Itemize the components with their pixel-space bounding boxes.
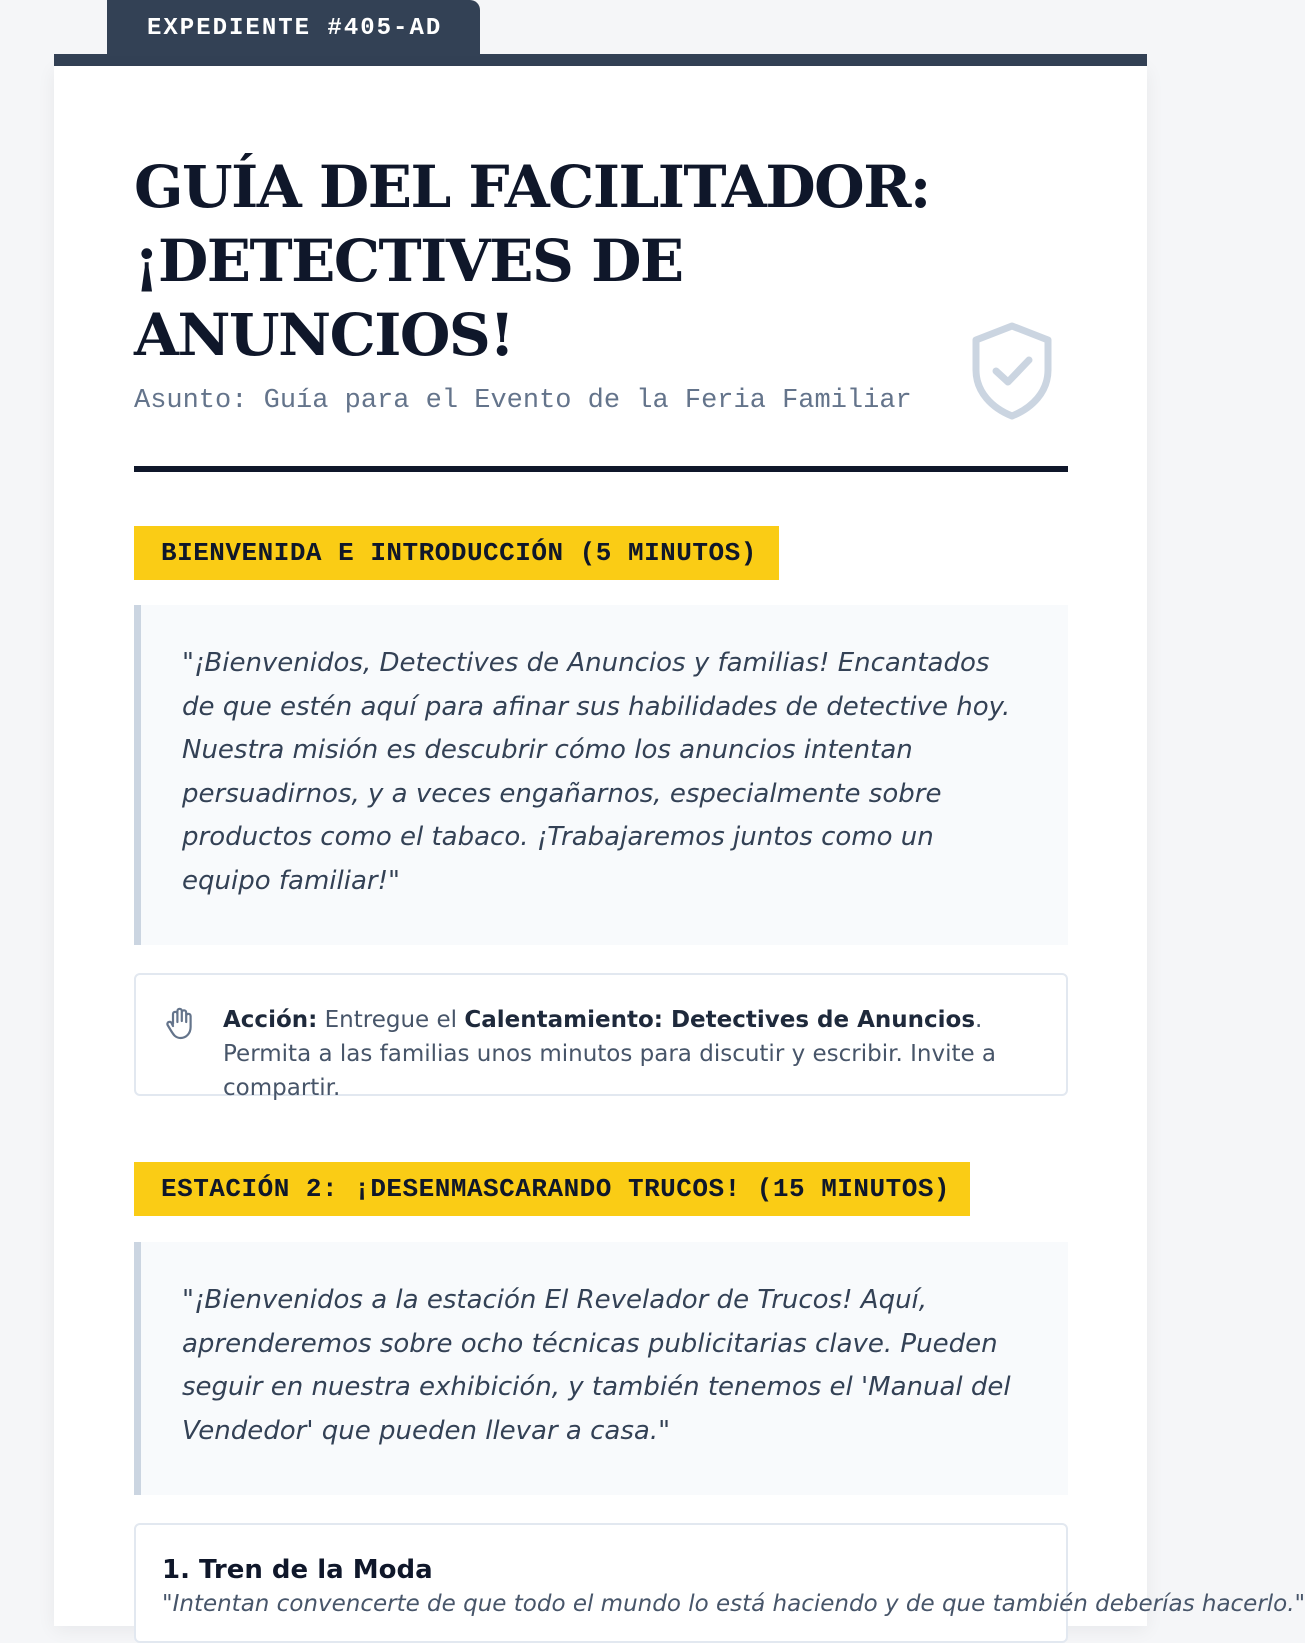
file-tab: EXPEDIENTE #405-AD (107, 0, 480, 56)
section-heading-welcome: BIENVENIDA E INTRODUCCIÓN (5 MINUTOS) (134, 526, 779, 580)
action-instruction (223, 1003, 1033, 1105)
header-divider (134, 466, 1068, 472)
action-text-before: Entregue el (317, 1007, 465, 1033)
hand-icon (162, 1005, 198, 1041)
shield-check-icon (968, 320, 1056, 420)
technique-description: "Intentan convencerte de que todo el mundo lo está haciendo y de que también deberías hacerlo." (162, 1591, 1305, 1617)
station-2-quote: "¡Bienvenidos a la estación El Revelador de Trucos! Aquí, aprenderemos sobre ocho técnicas publicitarias clave. Pueden seguir en nuestra exhibición, y también tenemos el 'Manual del Vendedor' que pueden llevar a casa." (134, 1242, 1068, 1495)
section-heading-station-2: ESTACIÓN 2: ¡DESENMASCARANDO TRUCOS! (15 MINUTOS) (134, 1162, 970, 1216)
technique-card (134, 1523, 1305, 1643)
welcome-quote: "¡Bienvenidos, Detectives de Anuncios y familias! Encantados de que estén aquí para afinar sus habilidades de detective hoy. Nuestra misión es descubrir cómo los anuncios intentan persuadirnos, y a veces engañarnos, especialmente sobre productos como el tabaco. ¡Trabajaremos juntos como un equipo familiar!" (134, 605, 1068, 945)
action-highlight: Calentamiento: Detectives de Anuncios (464, 1007, 976, 1033)
page-title: GUÍA DEL FACILITADOR: ¡DETECTIVES DE ANUNCIOS! (134, 153, 930, 369)
action-text-after: . Permita a las familias unos minutos para discutir y escribir. Invite a compartir. (223, 1007, 997, 1101)
action-box (134, 973, 1068, 1101)
folder-top-bar (54, 54, 1147, 66)
technique-title: 1. Tren de la Moda (162, 1555, 433, 1585)
action-label: Acción: (223, 1007, 318, 1033)
page-subtitle: Asunto: Guía para el Evento de la Feria Familiar (134, 386, 912, 416)
